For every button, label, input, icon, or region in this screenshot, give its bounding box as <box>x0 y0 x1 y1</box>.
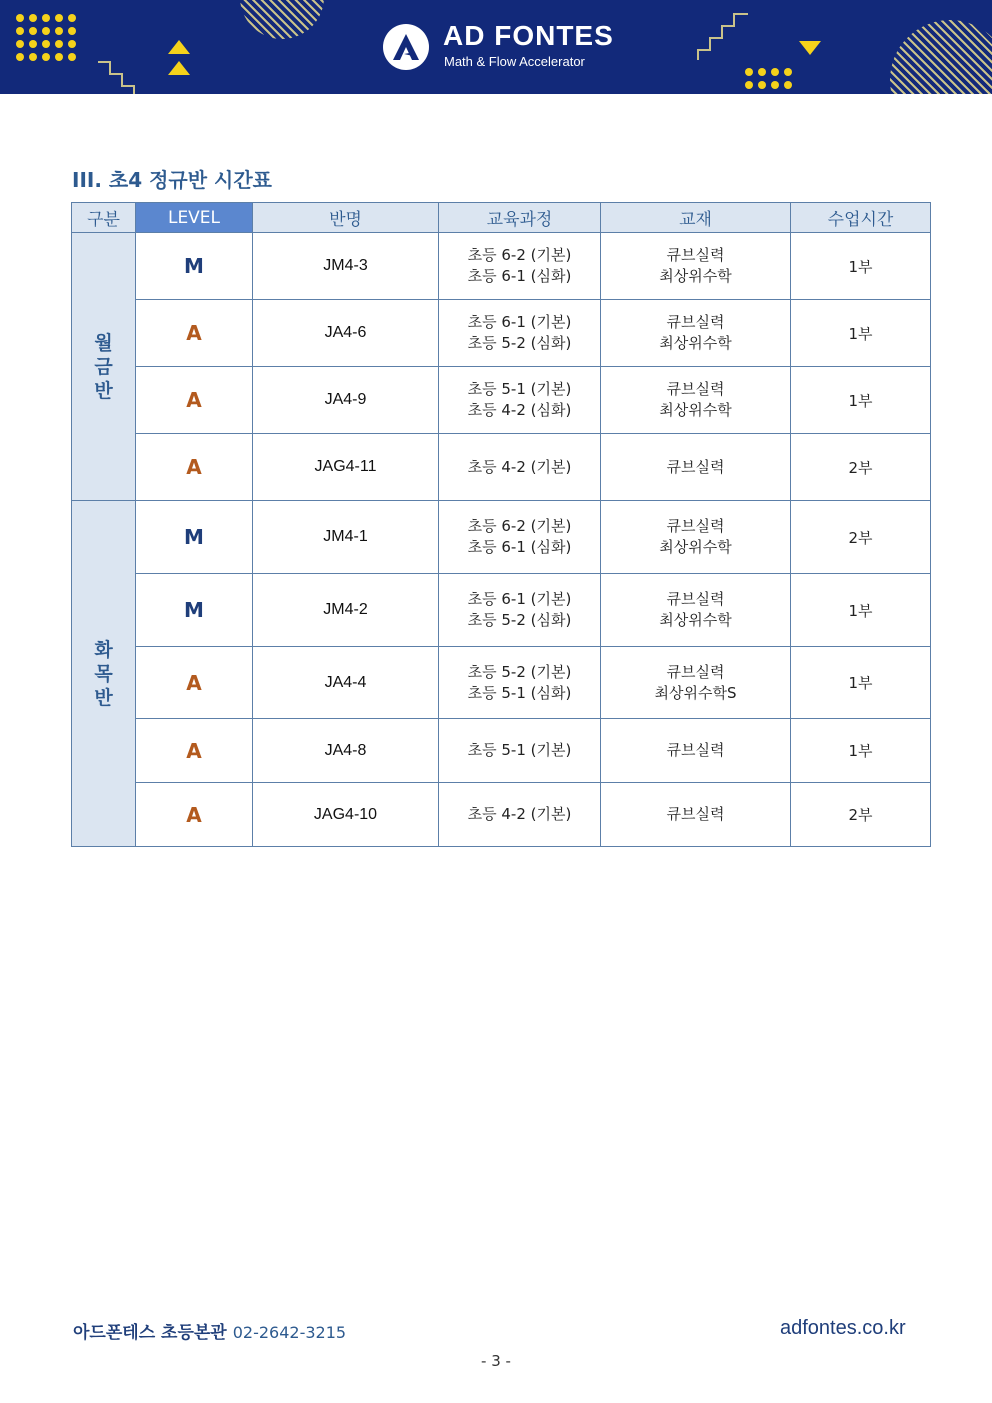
class-name-cell: JAG4-10 <box>253 783 439 847</box>
brand-name: AD FONTES <box>443 20 614 51</box>
brand-tagline: Math & Flow Accelerator <box>444 54 585 69</box>
table-row <box>72 233 931 300</box>
time-cell: 2부 <box>791 501 931 574</box>
col-header-level: LEVEL <box>136 203 253 233</box>
time-cell: 1부 <box>791 300 931 367</box>
table-row <box>72 783 931 847</box>
class-name-cell: JM4-3 <box>253 233 439 300</box>
time-cell: 2부 <box>791 783 931 847</box>
group-label-mon-fri: 월 금 반 <box>72 233 136 501</box>
footer-website-link[interactable]: adfontes.co.kr <box>780 1317 906 1339</box>
curriculum-cell: 초등 5-1 (기본) <box>439 719 601 783</box>
class-name-cell: JA4-9 <box>253 367 439 434</box>
table-row <box>72 367 931 434</box>
curriculum-cell: 초등 4-2 (기본) <box>439 783 601 847</box>
time-cell: 1부 <box>791 719 931 783</box>
stairs-decoration <box>696 12 750 62</box>
time-cell: 1부 <box>791 233 931 300</box>
textbook-cell: 큐브실력 최상위수학 <box>601 300 791 367</box>
table-row <box>72 501 931 574</box>
table-row <box>72 300 931 367</box>
brand-logo <box>383 24 429 70</box>
level-cell: A <box>136 300 253 367</box>
textbook-cell: 큐브실력 최상위수학 <box>601 233 791 300</box>
level-cell: M <box>136 574 253 647</box>
class-name-cell: JAG4-11 <box>253 434 439 501</box>
table-row <box>72 647 931 719</box>
class-name-cell: JA4-6 <box>253 300 439 367</box>
footer-phone: 02-2642-3215 <box>232 1323 347 1342</box>
footer-org-name: 아드폰테스 초등본관 <box>73 1323 227 1343</box>
table-row <box>72 574 931 647</box>
curriculum-cell: 초등 6-1 (기본) 초등 5-2 (심화) <box>439 574 601 647</box>
level-cell: A <box>136 647 253 719</box>
dot-grid-decoration <box>16 14 76 61</box>
class-name-cell: JA4-4 <box>253 647 439 719</box>
col-header-time: 수업시간 <box>791 203 931 233</box>
level-cell: M <box>136 233 253 300</box>
triangle-decoration <box>799 41 821 55</box>
curriculum-cell: 초등 4-2 (기본) <box>439 434 601 501</box>
curriculum-cell: 초등 6-2 (기본) 초등 6-1 (심화) <box>439 501 601 574</box>
time-cell: 2부 <box>791 434 931 501</box>
header-banner <box>0 0 992 94</box>
textbook-cell: 큐브실력 <box>601 719 791 783</box>
group-label-tue-thu: 화 목 반 <box>72 501 136 847</box>
level-cell: A <box>136 434 253 501</box>
dot-grid-decoration <box>745 68 792 89</box>
section-title: III. 초4 정규반 시간표 <box>72 168 272 192</box>
level-cell: M <box>136 501 253 574</box>
curriculum-cell: 초등 5-2 (기본) 초등 5-1 (심화) <box>439 647 601 719</box>
curriculum-cell: 초등 6-2 (기본) 초등 6-1 (심화) <box>439 233 601 300</box>
textbook-cell: 큐브실력 최상위수학 <box>601 367 791 434</box>
col-header-textbook: 교재 <box>601 203 791 233</box>
curriculum-cell: 초등 5-1 (기본) 초등 4-2 (심화) <box>439 367 601 434</box>
hatched-circle-decoration <box>240 0 324 39</box>
level-cell: A <box>136 783 253 847</box>
col-header-curriculum: 교육과정 <box>439 203 601 233</box>
level-cell: A <box>136 367 253 434</box>
table-row <box>72 434 931 501</box>
logo-icon <box>391 32 421 62</box>
col-header-group: 구분 <box>72 203 136 233</box>
textbook-cell: 큐브실력 <box>601 434 791 501</box>
textbook-cell: 큐브실력 최상위수학 <box>601 501 791 574</box>
curriculum-cell: 초등 6-1 (기본) 초등 5-2 (심화) <box>439 300 601 367</box>
time-cell: 1부 <box>791 647 931 719</box>
schedule-table <box>71 202 931 847</box>
col-header-class: 반명 <box>253 203 439 233</box>
time-cell: 1부 <box>791 367 931 434</box>
hatched-circle-decoration <box>890 20 992 94</box>
class-name-cell: JM4-2 <box>253 574 439 647</box>
triangle-decoration <box>168 40 190 54</box>
class-name-cell: JM4-1 <box>253 501 439 574</box>
table-header-row <box>72 203 931 233</box>
triangle-decoration <box>168 61 190 75</box>
textbook-cell: 큐브실력 <box>601 783 791 847</box>
time-cell: 1부 <box>791 574 931 647</box>
page-number: - 3 - <box>481 1352 511 1370</box>
level-cell: A <box>136 719 253 783</box>
textbook-cell: 큐브실력 최상위수학S <box>601 647 791 719</box>
stairs-decoration <box>98 60 140 94</box>
textbook-cell: 큐브실력 최상위수학 <box>601 574 791 647</box>
footer-contact <box>73 1318 346 1343</box>
class-name-cell: JA4-8 <box>253 719 439 783</box>
table-row <box>72 719 931 783</box>
